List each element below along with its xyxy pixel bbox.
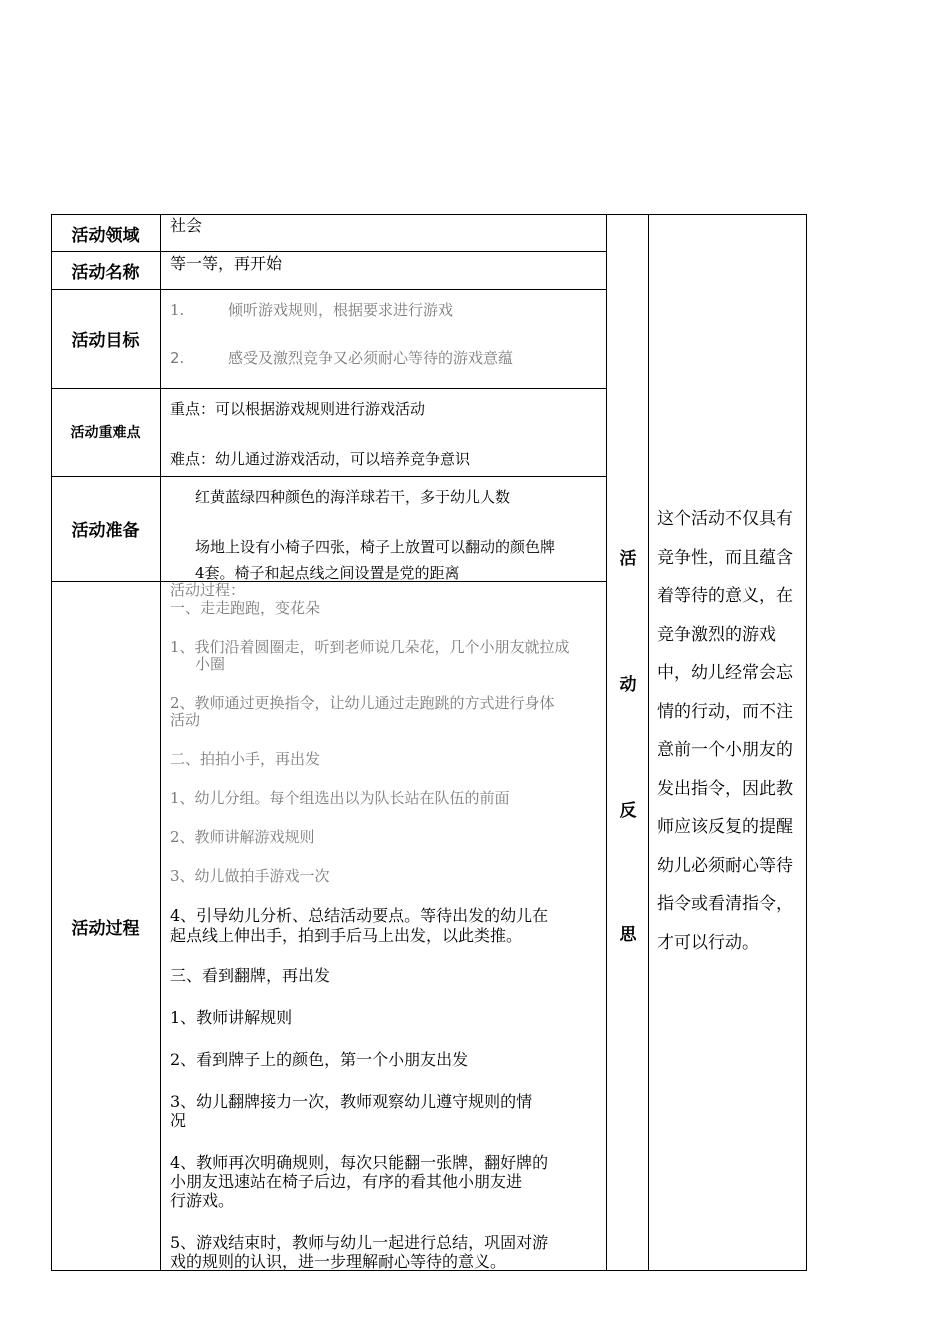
process-step-cont: 起点线上伸出手，拍到手后马上出发，以此类推。 <box>170 926 523 945</box>
process-step: 3、幼儿翻牌接力一次，教师观察幼儿遵守规则的情 <box>170 1092 533 1111</box>
reflection-text: 这个活动不仅具有竞争性，而且蕴含着等待的意义，在竞争激烈的游戏中，幼儿经常会忘情的行动，而不注意前一个小朋友的发出指令，因此教师应该反复的提醒幼儿必须耐心等待指令或看清指令，才可以行动。 <box>657 509 793 953</box>
prep-line-2: 场地上设有小椅子四张，椅子上放置可以翻动的颜色牌 <box>195 538 556 556</box>
label-goals: 活动目标 <box>71 331 140 351</box>
prep-line-3: 4套。椅子和起点线之间设置是党的距离 <box>195 564 460 582</box>
process-step-cont: 活动 <box>170 711 201 729</box>
key-point: 重点：可以根据游戏规则进行游戏活动 <box>170 400 426 418</box>
reflection-title-char: 动 <box>619 675 637 695</box>
domain-value: 社会 <box>170 216 203 235</box>
process-part-1-title: 一、走走跑跑，变花朵 <box>170 599 321 617</box>
prep-line-1: 红黄蓝绿四种颜色的海洋球若干，多于幼儿人数 <box>195 488 511 506</box>
process-step-cont: 况 <box>170 1111 187 1130</box>
label-domain: 活动领域 <box>71 225 140 246</box>
label-process: 活动过程 <box>71 918 140 939</box>
reflection-title-char: 思 <box>619 925 637 945</box>
label-keypoints: 活动重难点 <box>70 425 141 441</box>
process-part-3-title: 三、看到翻牌，再出发 <box>170 966 331 985</box>
process-step: 2、看到牌子上的颜色，第一个小朋友出发 <box>170 1050 469 1069</box>
goal-1-text: 倾听游戏规则，根据要求进行游戏 <box>228 301 454 319</box>
process-step: 1、我们沿着圆圈走，听到老师说几朵花，几个小朋友就拉成 <box>170 638 570 656</box>
label-prep: 活动准备 <box>71 521 140 541</box>
process-heading: 活动过程： <box>170 581 246 599</box>
process-step: 5、游戏结束时，教师与幼儿一起进行总结，巩固对游 <box>170 1233 549 1252</box>
difficulty-point: 难点：幼儿通过游戏活动，可以培养竞争意识 <box>170 450 471 468</box>
process-step-cont: 戏的规则的认识，进一步理解耐心等待的意义。 <box>170 1252 507 1271</box>
column-divider-reflection-title <box>606 214 607 1271</box>
process-step: 1、幼儿分组。每个组选出以为队长站在队伍的前面 <box>170 789 510 807</box>
label-name: 活动名称 <box>71 262 140 283</box>
reflection-title-char: 反 <box>619 801 637 821</box>
name-value: 等一等，再开始 <box>170 254 283 273</box>
process-step: 2、教师通过更换指令，让幼儿通过走跑跳的方式进行身体 <box>170 694 555 712</box>
process-step: 2、教师讲解游戏规则 <box>170 828 315 846</box>
process-part-2-title: 二、拍拍小手，再出发 <box>170 750 321 768</box>
goal-2-number: 2. <box>170 349 185 367</box>
column-divider-reflection-text <box>648 214 649 1271</box>
process-step: 4、教师再次明确规则，每次只能翻一张牌，翻好牌的 <box>170 1153 549 1172</box>
process-step: 1、教师讲解规则 <box>170 1008 293 1027</box>
process-step-cont: 小圈 <box>195 655 226 673</box>
column-divider-label <box>160 214 161 1271</box>
process-step-cont: 小朋友迅速站在椅子后边，有序的看其他小朋友进 <box>170 1172 523 1191</box>
goal-1-number: 1. <box>170 301 185 319</box>
process-step: 3、幼儿做拍手游戏一次 <box>170 867 330 885</box>
reflection-title-char: 活 <box>619 549 637 569</box>
process-step-cont: 行游戏。 <box>170 1191 235 1210</box>
goal-2-text: 感受及激烈竞争又必须耐心等待的游戏意蕴 <box>228 349 514 367</box>
process-step: 4、引导幼儿分析、总结活动要点。等待出发的幼儿在 <box>170 906 549 925</box>
